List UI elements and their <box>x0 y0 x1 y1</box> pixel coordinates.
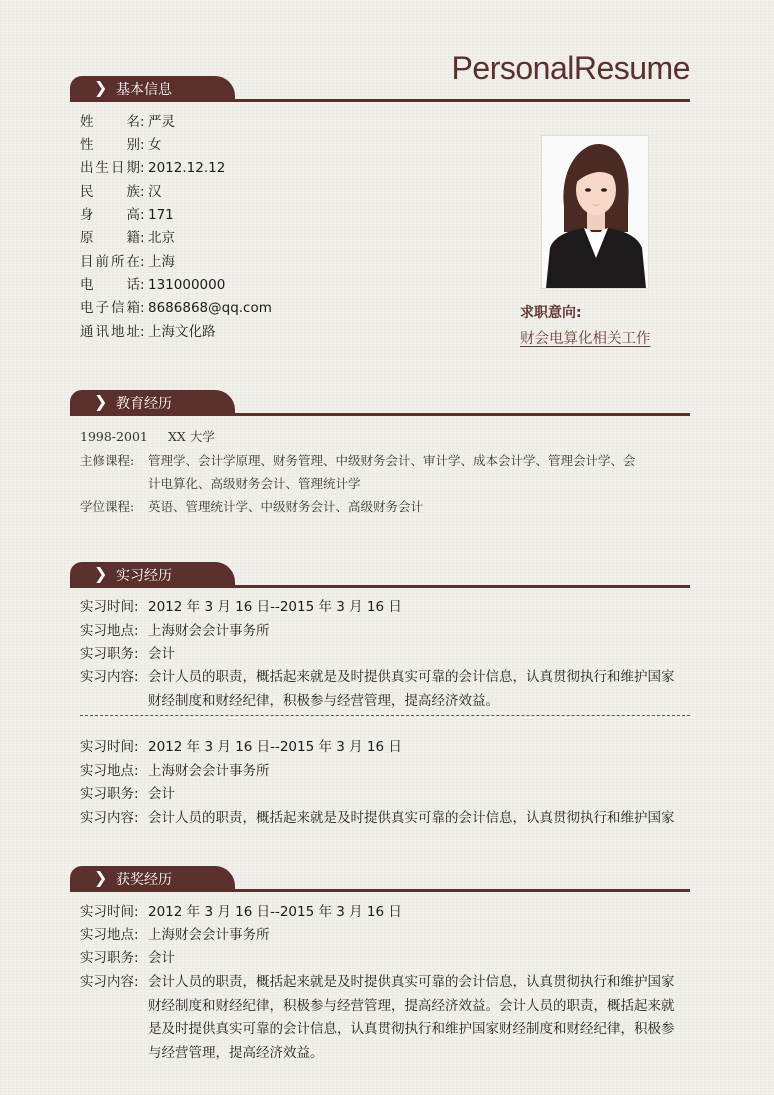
education-degree-value: 英语、管理统计学、中级财务会计、高级财务会计 <box>148 499 424 514</box>
education-major-label: 主修课程: <box>80 453 135 468</box>
section-title-basic: 基本信息 <box>116 82 172 98</box>
section-title-awards: 获奖经历 <box>116 872 172 888</box>
info-value-residence: 上海 <box>148 254 175 270</box>
job-intent-value: 财会电算化相关工作 <box>520 331 651 347</box>
info-value-email: 8686868@qq.com <box>148 300 272 316</box>
divider <box>80 715 690 716</box>
info-row-origin: 原籍: 北京 <box>80 230 175 246</box>
education-degree-row <box>80 495 423 518</box>
internship1-role-row: 实习职务: 会计 <box>80 646 175 662</box>
education-school: XX 大学 <box>168 429 215 444</box>
awards-role-row: 实习职务: 会计 <box>80 950 175 966</box>
section-header-awards <box>70 866 690 892</box>
internship2-content: 会计人员的职责，概括起来就是及时提供真实可靠的会计信息，认真贯彻执行和维护国家 <box>148 810 675 826</box>
info-row-address: 通讯地址: 上海文化路 <box>80 324 216 340</box>
resume-title: PersonalResume <box>451 50 690 86</box>
chevron-right-icon: ❯ <box>94 564 108 583</box>
chevron-right-icon: ❯ <box>94 392 108 411</box>
section-header-basic <box>70 76 690 102</box>
info-value-address: 上海文化路 <box>148 324 216 340</box>
info-row-email: 电子信箱: 8686868@qq.com <box>80 300 272 316</box>
chevron-right-icon: ❯ <box>94 868 108 887</box>
info-row-ethnicity: 民族: 汉 <box>80 184 162 200</box>
info-row-birth: 出生日期: 2012.12.12 <box>80 160 226 176</box>
awards-time-row: 实习时间: 2012 年 3 月 16 日--2015 年 3 月 16 日 <box>80 904 402 920</box>
internship2-content-label-row: 实习内容: <box>80 810 139 826</box>
portrait-image <box>542 136 648 288</box>
info-value-gender: 女 <box>148 137 162 153</box>
internship1-content: 会计人员的职责，概括起来就是及时提供真实可靠的会计信息，认真贯彻执行和维护国家 财经制度和财经纪律，积极参与经营管理，提高经济效益。 <box>148 669 675 709</box>
info-row-residence: 目前所在: 上海 <box>80 254 175 270</box>
education-period: 1998-2001 <box>80 429 148 444</box>
info-value-birth: 2012.12.12 <box>148 160 226 176</box>
section-title-education: 教育经历 <box>116 396 172 412</box>
info-value-ethnicity: 汉 <box>148 184 162 200</box>
internship1-time-row: 实习时间: 2012 年 3 月 16 日--2015 年 3 月 16 日 <box>80 599 402 615</box>
info-value-height: 171 <box>148 207 174 223</box>
awards-content-label-row: 实习内容: <box>80 974 139 990</box>
chevron-right-icon: ❯ <box>94 78 108 97</box>
info-value-name: 严灵 <box>148 114 175 130</box>
info-value-origin: 北京 <box>148 230 175 246</box>
internship1-place-row: 实习地点: 上海财会会计事务所 <box>80 623 270 639</box>
profile-photo <box>541 135 649 289</box>
internship2-time-row: 实习时间: 2012 年 3 月 16 日--2015 年 3 月 16 日 <box>80 739 402 755</box>
info-row-gender: 性别: 女 <box>80 137 162 153</box>
internship2-role-row: 实习职务: 会计 <box>80 786 175 802</box>
awards-content: 会计人员的职责，概括起来就是及时提供真实可靠的会计信息，认真贯彻执行和维护国家 财经制度和财经纪律，积极参与经营管理，提高经济效益。会计人员的职责，概括起来就 是及时提供真实可靠的会计信息，认真贯彻执行和维护国家财经制度和财经纪律，积极参 与经营管理，提高经济效益。 <box>148 974 675 1061</box>
education-period-row <box>80 425 215 448</box>
info-row-phone: 电话: 131000000 <box>80 277 226 293</box>
info-row-height: 身高: 171 <box>80 207 174 223</box>
section-header-education <box>70 390 690 416</box>
info-value-phone: 131000000 <box>148 277 226 293</box>
education-major-text: 管理学、会计学原理、财务管理、中级财务会计、审计学、成本会计学、管理会计学、会 计电算化、高级财务会计、管理统计学 <box>148 453 636 491</box>
job-intent-label: 求职意向: <box>520 305 582 321</box>
awards-place-row: 实习地点: 上海财会会计事务所 <box>80 927 270 943</box>
info-row-name: 姓名: 严灵 <box>80 114 175 130</box>
education-degree-label: 学位课程: <box>80 499 135 514</box>
internship1-content-label-row: 实习内容: <box>80 669 139 685</box>
education-major-label-row <box>80 449 148 472</box>
section-title-internship: 实习经历 <box>116 568 172 584</box>
internship2-place-row: 实习地点: 上海财会会计事务所 <box>80 763 270 779</box>
section-header-internship <box>70 562 690 588</box>
